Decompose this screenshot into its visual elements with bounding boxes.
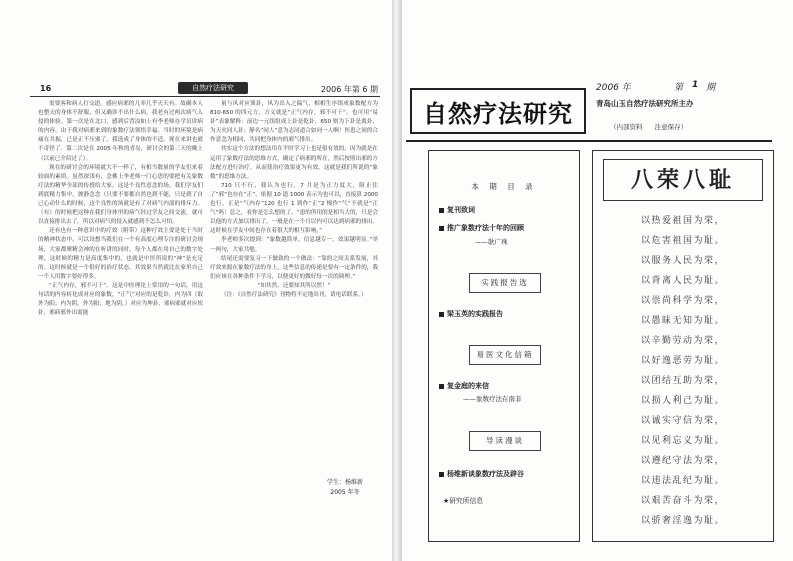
quote-line: “知其然，还要知其所以然！” bbox=[257, 282, 331, 289]
honor-line: 以团结互助为荣， bbox=[640, 376, 725, 386]
paragraph: 还有也有一种意识中的疗效（附带）这种疗效主要是处于当时的精神状态中。可以设想当我们在一个有高度心理专注的研讨会现场，大家都聚精会神的在听讲的同时，每个人都在用自己的数字处理，这时候的精力是高度集中的，也就是中医所说的“神”是充足的。这时候就是一个很好的治疗状态，其效果当然就比在家里自己一个人用数字要好得多。 bbox=[38, 228, 203, 280]
square-bullet-icon bbox=[439, 208, 444, 213]
paragraph: 现在的研讨会的环境就大不一样了，有相当数量的学友们来着较面的素质。虽然深浅有，念佛上李老师一门心思的要把有关象数疗法的精华全部的传授给大家。这是个良性意念的场。我们学友们到底精力集中，彼静念念（只要不要都自然也到不能，只是到了自己心动什么的时候，这个良性的场就是有了对病气内部的排斥力。（有）的时候把这种在我们身体里的病气经过学友之间交流，就可以直接排出去了。所以对病气的侵入就感到不怎么可怕。 bbox=[38, 164, 203, 226]
honor-line: 以崇尚科学为荣， bbox=[640, 296, 725, 306]
toc-item: 复金庭的来信 bbox=[439, 381, 489, 391]
book-spine bbox=[392, 0, 402, 561]
honor-line: 以遵纪守法为荣， bbox=[640, 456, 725, 466]
square-bullet-icon bbox=[439, 384, 444, 389]
note-line: （注：《自然疗法研究》刊物将不定地出刊，请电话联系。） bbox=[221, 291, 367, 298]
paragraph: 量与风对应巽卦，风为出入之偏气，相相生序组成象数配方为 810·650 的四元方，方义就是“正气内存，邪不可干”。也可用“易卦”表象解释：前边一元组组成上卦是乾卦，650 则为下卦是离卦，为天火同人卦；静名“同人”意为志同道合如同一人啊！医患之间的合作意念为相同，共同把身体内的邪气排出。 bbox=[210, 101, 378, 144]
article-column-right bbox=[210, 100, 378, 520]
honor-line: 以骄奢淫逸为耻。 bbox=[640, 516, 725, 526]
signature-date: 2005 年冬 bbox=[330, 489, 360, 496]
eight-honors-panel bbox=[592, 150, 774, 542]
paragraph: 其实这个方法的想法用在平时学习上也是很有效的，因为就是在运用了象数疗法的思维方式，确定了病邪的所在，然后按照出邪的方法配方进行治疗。从而使治疗效果更为有效，这就是我们所说的“象数”的思维方法。 bbox=[210, 146, 378, 180]
honor-line: 以好逸恶劳为耻。 bbox=[640, 356, 725, 366]
honor-line: 以见利忘义为耻。 bbox=[640, 436, 725, 446]
left-page-header bbox=[30, 82, 380, 97]
toc-heading: 本 期 目 录 bbox=[471, 182, 537, 191]
honor-line: 以服务人民为荣， bbox=[640, 256, 725, 266]
page-number: 16 bbox=[40, 84, 52, 93]
honor-line: 以艰苦奋斗为荣， bbox=[640, 496, 725, 506]
toc-subtitle: ——象数疗法在南非 bbox=[463, 395, 522, 403]
section-stamp: 易医文化信箱 bbox=[469, 345, 541, 365]
keep-label: 注意保存） bbox=[654, 123, 688, 131]
paragraph: 710 只不行，我认为也行，7 月是为正力度大，阻止住了“邪”也存在“正”，依据 10 道 1000 表示为也可以，直接算 2000 也行。正是“气内存”120 也行 1 到作“正”2 慢作“气”不就是“正气”吗！总之，看你是怎么想的了。“患的所用的是相当大的，只是会以他的方式加以排出了，一般是在一个月以内可以达到病邪的排出。这时候在学友中间也存在着很大的相互影响。” bbox=[210, 182, 378, 235]
journal-title: 自然疗法研究 bbox=[410, 88, 586, 134]
table-of-contents bbox=[428, 150, 580, 542]
honor-line: 以辛勤劳动为荣， bbox=[640, 336, 725, 346]
paragraph: 需要客和病人打交道。感应病邪的几率几乎天天有。故确本人也整天的身体不舒服，但又确诊不出什么病。我老有过两次病气入侵的体验。第一次是在北口，感到后背凉如上有李老师办学员诊病的内容，由于我对病邪来到的象数疗法领悟幸福。当时的环境是病痛在共振，已是正不压邪了，我选成了身体的不适。现在来讲也就不奇怪了。第二次是在 2005 年秋的青岛，研讨会的第三天的晚上（以前已介绍过了）。 bbox=[38, 101, 203, 162]
honor-line: 以热爱祖国为荣， bbox=[640, 216, 725, 226]
section-stamp: 实践报告选 bbox=[469, 273, 541, 293]
issue-suffix: 期 bbox=[706, 83, 716, 93]
toc-footer: ★研究所信息 bbox=[443, 497, 484, 505]
toc-item: 复刊致词 bbox=[439, 205, 475, 215]
issue-label: 第 bbox=[674, 83, 684, 93]
square-bullet-icon bbox=[439, 312, 444, 317]
toc-item: 推广象数疗法十年的回顾 bbox=[439, 223, 524, 233]
header-issue: 2006 年第 6 期 bbox=[320, 85, 378, 94]
toc-subtitle: ——耿广珠 bbox=[475, 238, 508, 246]
publisher: 青岛山玉自然疗法研究所主办 bbox=[596, 99, 694, 108]
header-logo: 自然疗法研究 bbox=[178, 82, 248, 94]
issue-number: 1 bbox=[692, 80, 699, 90]
toc-item: 梁玉英的实践报告 bbox=[439, 309, 503, 319]
section-stamp: 导读漫谈 bbox=[469, 431, 541, 451]
internal-note bbox=[610, 122, 697, 131]
issue-year: 2006 年 bbox=[596, 83, 631, 93]
article-column-left bbox=[38, 100, 203, 530]
square-bullet-icon bbox=[439, 226, 444, 231]
internal-label: （内部资料 bbox=[610, 123, 643, 131]
paragraph: 李老师多次提到：“象数越简单，信息越专一，效果越明显。”举一两句，大家共勉。 bbox=[210, 237, 378, 253]
honor-line: 以违法乱纪为耻。 bbox=[640, 476, 725, 486]
honor-line: 以诚实守信为荣， bbox=[640, 416, 725, 426]
paragraph: 结尾还需要复习一下做致的一个做法：“靠的之间关系发展，其疗效来源在象数疗法的身上，这些信息的传递是要有一定条件的，我们应该在各种条件下学习，以便更好的做好每一次的调理。” bbox=[210, 255, 378, 280]
square-bullet-icon bbox=[439, 472, 444, 477]
signature-name: 学生：杨维新 bbox=[326, 479, 363, 486]
honor-line: 以愚昧无知为耻。 bbox=[640, 316, 725, 326]
honor-line: 以危害祖国为耻。 bbox=[640, 236, 725, 246]
toc-item: 杨维新谈象数疗法及辟谷 bbox=[439, 469, 524, 479]
honor-line: 以背离人民为耻。 bbox=[640, 276, 725, 286]
honor-line: 以损人利己为耻。 bbox=[640, 396, 725, 406]
paragraph: “正气内存，邪不可干”。这是中医理论上常用的一句话，用这句话的内容转化成对应的象数，“正气”对应的是乾卦，内为四（取外为阳；内为阴。外为阳；地为阴。）对应为坤卦，邪病邪就对应坎卦，邪病邪外出需能 bbox=[38, 282, 203, 317]
honors-title: 八荣八耻 bbox=[603, 159, 763, 201]
divider bbox=[406, 140, 772, 142]
